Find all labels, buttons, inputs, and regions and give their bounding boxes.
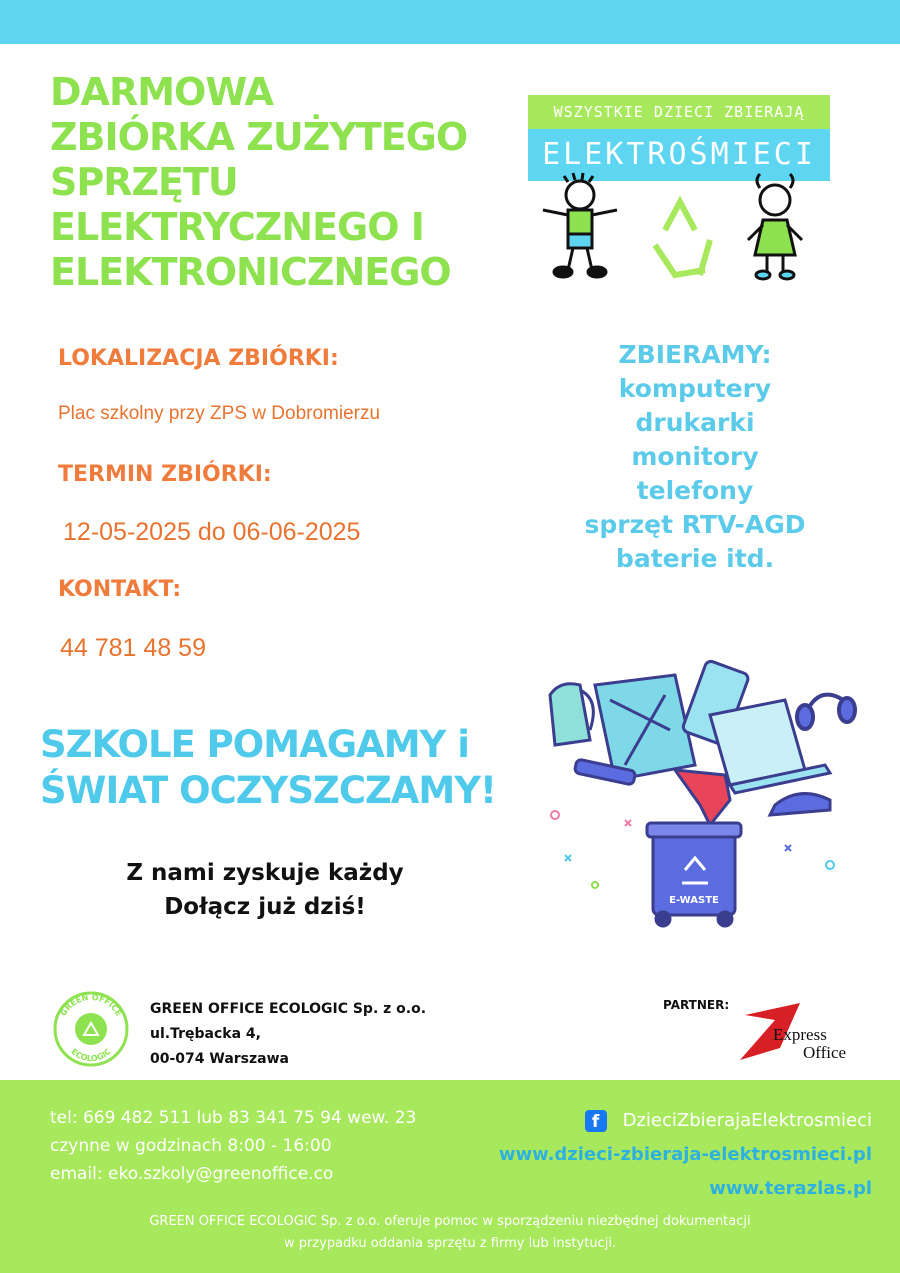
collect-list xyxy=(560,338,830,576)
title-line-5: ELEKTRONICZNEGO xyxy=(50,250,451,294)
collect-item: telefony xyxy=(636,476,754,505)
cta-line-1: Z nami zyskuje każdy xyxy=(126,860,404,886)
facebook-link[interactable] xyxy=(499,1104,872,1138)
girl-figure xyxy=(748,174,802,279)
footer-contact xyxy=(50,1104,416,1188)
slogan-line-2: ŚWIAT OCZYSZCZAMY! xyxy=(40,769,496,812)
campaign-logo-top: WSZYSTKIE DZIECI ZBIERAJĄ xyxy=(528,95,830,129)
facebook-label: DzieciZbierajaElektrosmieci xyxy=(622,1110,872,1131)
website-link-1[interactable]: www.dzieci-zbieraja-elektrosmieci.pl xyxy=(498,1144,872,1165)
trash-bin-icon xyxy=(647,823,741,926)
title-line-4: ELEKTRYCZNEGO I xyxy=(50,205,424,249)
campaign-logo xyxy=(528,95,830,181)
boy-figure xyxy=(543,173,617,277)
page-title xyxy=(50,70,500,295)
title-line-3: SPRZĘTU xyxy=(50,160,238,204)
slogan-line-1: SZKOLE POMAGAMY i xyxy=(40,723,469,766)
partner-label: PARTNER: xyxy=(663,998,730,1012)
headphones-icon xyxy=(797,695,855,729)
top-color-bar xyxy=(0,0,900,44)
company-street: ul.Trębacka 4, xyxy=(150,1026,261,1042)
e-waste-illustration xyxy=(535,655,865,930)
contact-value: 44 781 48 59 xyxy=(60,634,206,662)
location-value: Plac szkolny przy ZPS w Dobromierzu xyxy=(58,403,381,424)
cta-line-2: Dołącz już dziś! xyxy=(164,894,366,920)
kids-illustration xyxy=(535,170,825,285)
express-office-line2: Office xyxy=(803,1043,847,1062)
collect-item: sprzęt RTV-AGD xyxy=(584,510,806,539)
footer-note-line-2: w przypadku oddania sprzętu z firmy lub instytucji. xyxy=(283,1236,617,1251)
location-heading: LOKALIZACJA ZBIÓRKI: xyxy=(58,346,339,371)
collect-item: baterie itd. xyxy=(615,544,775,573)
title-line-1: DARMOWA xyxy=(50,70,273,114)
collect-heading: ZBIERAMY: xyxy=(618,340,772,369)
green-office-logo xyxy=(52,990,130,1068)
green-office-logo-top: GREEN OFFICE xyxy=(58,992,124,1018)
express-office-line1: Express xyxy=(773,1025,827,1044)
company-city: 00-074 Warszawa xyxy=(150,1051,289,1067)
website-link-2[interactable]: www.terazlas.pl xyxy=(709,1178,872,1199)
collect-item: komputery xyxy=(618,374,772,403)
hairdryer-icon xyxy=(675,770,730,825)
contact-heading: KONTAKT: xyxy=(58,577,182,602)
express-office-logo xyxy=(735,1000,865,1065)
call-to-action xyxy=(90,856,440,924)
company-name: GREEN OFFICE ECOLOGIC Sp. z o.o. xyxy=(150,1001,427,1017)
date-value: 12-05-2025 do 06-06-2025 xyxy=(63,518,361,546)
footer-phone: tel: 669 482 511 lub 83 341 75 94 wew. 23 xyxy=(50,1108,417,1128)
title-line-2: ZBIÓRKA ZUŻYTEGO xyxy=(50,115,468,159)
iron-icon xyxy=(770,794,830,815)
footer-hours: czynne w godzinach 8:00 - 16:00 xyxy=(50,1136,332,1156)
footer-links xyxy=(499,1104,872,1206)
company-address xyxy=(150,997,426,1072)
footer-note xyxy=(60,1211,840,1255)
footer-note-line-1: GREEN OFFICE ECOLOGIC Sp. z o.o. oferuje pomoc w sporządzeniu niezbędnej dokumentacji xyxy=(149,1214,751,1229)
date-heading: TERMIN ZBIÓRKI: xyxy=(58,462,272,487)
collect-item: drukarki xyxy=(635,408,755,437)
monitor-icon xyxy=(595,675,695,780)
facebook-icon: f xyxy=(585,1110,607,1132)
kettle-icon xyxy=(550,684,593,745)
green-office-logo-bottom: ECOLOGIC xyxy=(69,1046,113,1064)
collect-item: monitory xyxy=(631,442,759,471)
bin-label: E-WASTE xyxy=(669,895,719,906)
recycle-icon xyxy=(655,202,710,275)
campaign-logo-bottom: ELEKTROŚMIECI xyxy=(528,129,830,181)
slogan xyxy=(40,722,496,814)
footer-email[interactable]: email: eko.szkoly@greenoffice.co xyxy=(50,1164,334,1184)
